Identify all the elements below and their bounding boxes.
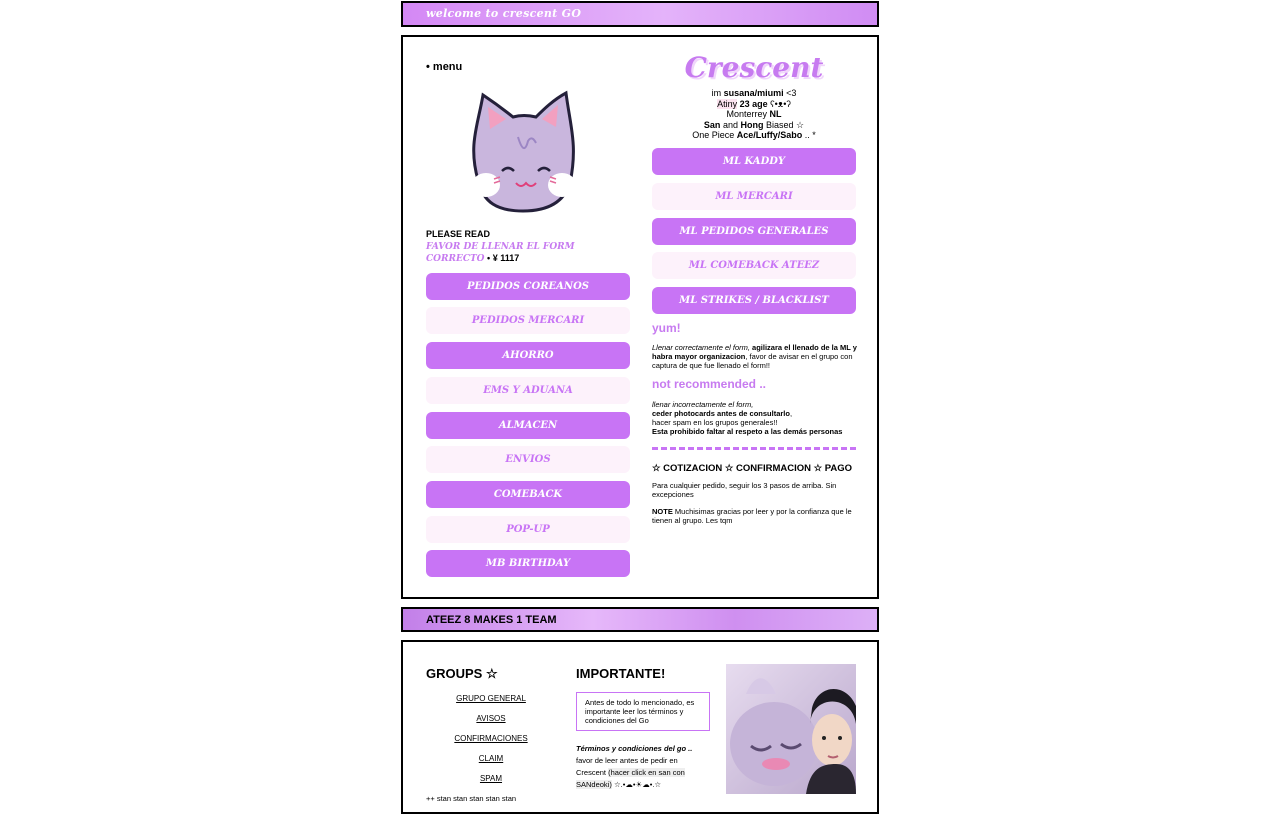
bio-characters: Ace/Luffy/Sabo (736, 130, 803, 140)
rule-text: hacer spam en los grupos generales!! (652, 418, 778, 427)
link-spam[interactable]: SPAM (479, 774, 503, 783)
rule-text: llenar incorrectamente el form, (652, 400, 754, 409)
importante-title: IMPORTANTE! (576, 666, 666, 681)
btn-envios[interactable]: ENVIOS (426, 446, 630, 473)
btn-ml-kaddy[interactable]: ML KADDY (652, 148, 856, 175)
yum-text-bold: agilizara el llenado de la ML y habra mayor organizacion (652, 343, 857, 361)
groups-title: GROUPS ☆ (426, 666, 498, 681)
thanks-note (652, 507, 858, 525)
member-photo-image (726, 664, 856, 794)
form-notice (426, 241, 586, 265)
link-avisos[interactable]: AVISOS (476, 714, 506, 723)
terms-text: favor de leer antes de pedir en Crescent (576, 756, 678, 777)
form-notice-suffix: • ¥ 1117 (487, 253, 520, 263)
bio-fandom: Atiny (717, 98, 738, 109)
terms-block (576, 743, 706, 791)
yum-text: , favor de avisar en el grupo con captura de que fue llenado el form!! (652, 352, 853, 370)
bio-state: NL (769, 109, 782, 119)
rule-text: Esta prohibido faltar al respeto a las demás personas (652, 427, 843, 436)
terms-deco: ☆.•☁•☀☁•.☆ (611, 780, 662, 789)
btn-comeback[interactable]: COMEBACK (426, 481, 630, 508)
bio-bias: Hong (740, 119, 764, 130)
btn-ahorro[interactable]: AHORRO (426, 342, 630, 369)
rule-text: , (789, 409, 793, 418)
btn-pedidos-coreanos[interactable]: PEDIDOS COREANOS (426, 273, 630, 300)
please-read-label: PLEASE READ (426, 229, 491, 239)
not-recommended-list (652, 400, 858, 436)
ateez-bar (401, 607, 879, 632)
yum-paragraph (652, 343, 858, 370)
link-claim[interactable]: CLAIM (478, 754, 504, 763)
bio-text: .. * (802, 130, 816, 140)
btn-pop-up[interactable]: POP-UP (426, 516, 630, 543)
terms-heading: Términos y condiciones del go .. (576, 744, 693, 753)
bio-text: Biased ☆ (763, 119, 805, 130)
btn-ml-pedidos-generales[interactable]: ML PEDIDOS GENERALES (652, 218, 856, 245)
bio-age: 23 age (737, 98, 771, 109)
btn-mb-birthday[interactable]: MB BIRTHDAY (426, 550, 630, 577)
btn-almacen[interactable]: ALMACEN (426, 412, 630, 439)
ateez-bar-text: ATEEZ 8 MAKES 1 TEAM (426, 614, 557, 626)
steps-note: Para cualquier pedido, seguir los 3 pasos de arriba. Sin excepciones (652, 481, 837, 499)
rule-text: ceder photocards antes de consultarlo (652, 409, 790, 418)
yum-heading: yum! (652, 321, 681, 335)
importante-box: Antes de todo lo mencionado, es importante leer los términos y condiciones del Go (576, 692, 710, 731)
main-card (401, 35, 879, 599)
banner-text: welcome to crescent GO (426, 7, 582, 20)
link-grupo-general[interactable]: GRUPO GENERAL (456, 694, 526, 703)
form-notice-text: FAVOR DE LLENAR EL FORM CORRECTO (426, 242, 575, 264)
btn-ml-comeback-ateez[interactable]: ML COMEBACK ATEEZ (652, 252, 856, 279)
yum-text: Llenar correctamente el form, (652, 343, 753, 352)
profile-title: Crescent (684, 51, 824, 84)
welcome-banner (401, 1, 879, 27)
profile-bio (652, 88, 856, 141)
bio-city: Monterrey (726, 109, 770, 119)
btn-ml-mercari[interactable]: ML MERCARI (652, 183, 856, 210)
menu-label: • menu (426, 61, 463, 73)
stan-text: ++ stan stan stan stan stan (426, 794, 517, 803)
link-confirmaciones[interactable]: CONFIRMACIONES (454, 734, 528, 743)
dashed-divider (652, 447, 856, 450)
terms-link[interactable]: (hacer click en san con SANdeoki) (576, 768, 685, 789)
note-text: Muchisimas gracias por leer y por la confianza que le tienen al grupo. Les tqm (652, 507, 852, 525)
bio-text: im (711, 88, 724, 98)
cat-mascot-icon (458, 85, 588, 215)
bio-text: and (720, 119, 741, 130)
bio-bias: San (703, 119, 721, 130)
btn-ems-aduana[interactable]: EMS Y ADUANA (426, 377, 630, 404)
groups-card (401, 640, 879, 814)
note-label: NOTE (652, 507, 673, 516)
btn-ml-strikes-blacklist[interactable]: ML STRIKES / BLACKLIST (652, 287, 856, 314)
bio-text: One Piece (692, 130, 737, 140)
btn-pedidos-mercari[interactable]: PEDIDOS MERCARI (426, 307, 630, 334)
not-recommended-heading: not recommended .. (652, 377, 767, 391)
bio-emoticon: ʕ•ᴥ•ʔ (770, 98, 791, 109)
bio-text: <3 (783, 88, 797, 98)
steps-heading: ☆ COTIZACION ☆ CONFIRMACION ☆ PAGO (652, 463, 853, 474)
bio-name: susana/miumi (723, 88, 784, 98)
